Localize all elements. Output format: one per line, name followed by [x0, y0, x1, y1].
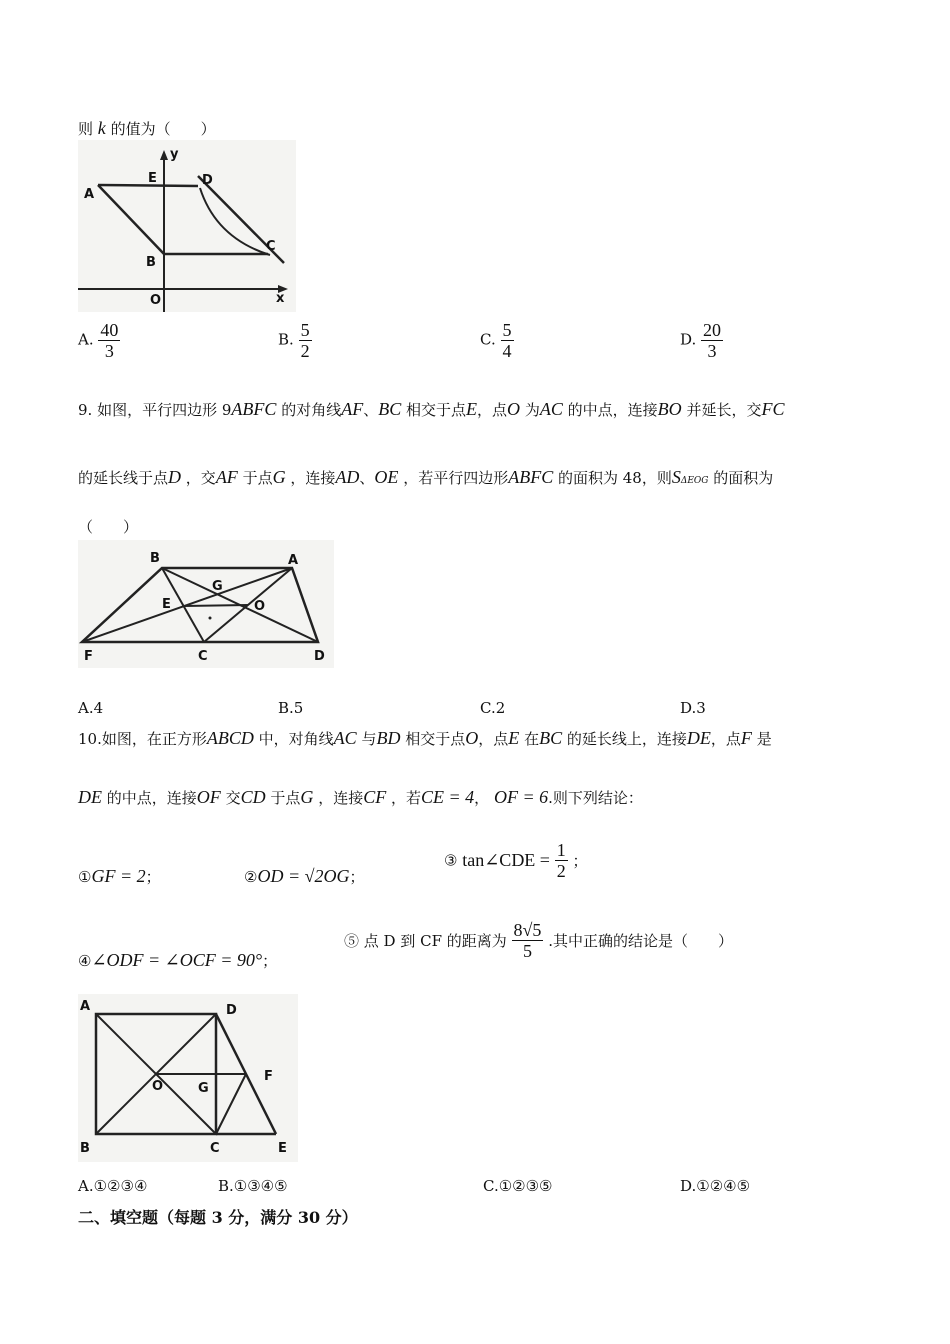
q10-c3-num: 1: [556, 840, 566, 860]
q10-l1-k: 在: [524, 730, 540, 748]
q10-l1-g: 相交于点: [405, 730, 466, 748]
q10-l1-m: 的延长线上，连接: [566, 730, 687, 748]
q10-l1-j: E: [508, 728, 520, 748]
q9-l1-i: ，点: [477, 401, 508, 419]
q10-label-A: A: [80, 999, 91, 1014]
q10-c2-end: ；: [349, 868, 365, 886]
q10-l2-h: ，连接: [318, 789, 364, 807]
q10-l1-a: 10.如图，在正方形: [78, 730, 207, 748]
q8-y-arrow: [160, 150, 168, 160]
q10-c1-expr: GF = 2: [91, 866, 146, 886]
q10-l2-g: G: [300, 787, 314, 807]
q9-label-G: G: [212, 579, 223, 594]
q10-conclusion-3: [444, 840, 588, 881]
q9-answer-bracket: （ ）: [78, 518, 139, 536]
q10-c2-mark: ②: [244, 868, 258, 886]
q8-stem-prefix: 则: [78, 120, 94, 138]
q9-l2-e: 于点: [242, 469, 273, 487]
q10-l2-e: CD: [240, 787, 266, 807]
q10-c4-expr: ∠ODF = ∠OCF = 90°: [91, 950, 263, 970]
q10-l2-f: 于点: [270, 789, 301, 807]
q9-label-E: E: [162, 597, 171, 612]
q9-l2-n: S: [671, 467, 681, 487]
q9-l2-d: AF: [215, 467, 238, 487]
q8-option-a-label: A.: [78, 330, 94, 349]
q10-l2-n: .则下列结论：: [548, 789, 643, 807]
q9-l2-m: 的面积为 48，则: [558, 469, 672, 487]
q9-l2-c: ，交: [185, 469, 216, 487]
q10-c3-fraction: [555, 840, 568, 881]
q10-l1-p: F: [740, 728, 752, 748]
q10-diagram: [78, 994, 298, 1162]
q9-l2-g: ，连接: [290, 469, 336, 487]
q9-option-b[interactable]: B.5: [278, 699, 304, 717]
q9-label-A: A: [288, 553, 299, 568]
q8-label-D: D: [202, 173, 213, 188]
q9-l1-d: AF: [341, 399, 364, 419]
section-heading-fill-in: 二、填空题（每题 3 分，满分 30 分）: [78, 1208, 358, 1227]
q8-option-a-fraction: [98, 320, 120, 361]
q9-l1-g: 相交于点: [406, 401, 467, 419]
q9-diagram: [78, 540, 334, 668]
q10-c1-mark: ①: [78, 868, 92, 886]
q10-label-C: C: [210, 1141, 220, 1156]
q8-option-c[interactable]: [480, 320, 514, 361]
q10-l1-c: 中，对角线: [258, 730, 334, 748]
q8-label-O: O: [150, 293, 162, 308]
q9-l1-h: E: [466, 399, 478, 419]
q9-l1-l: AC: [539, 399, 563, 419]
q10-l2-c: OF: [196, 787, 221, 807]
q8-label-A: A: [84, 187, 95, 202]
q9-l2-h: AD: [335, 467, 360, 487]
q10-l1-i: ，点: [478, 730, 509, 748]
q10-c5-den: 5: [522, 941, 532, 961]
q9-l1-j: O: [507, 399, 521, 419]
q10-l2-d: 交: [225, 789, 241, 807]
q9-l1-k: 为: [524, 401, 540, 419]
q8-option-c-num: 5: [502, 320, 512, 340]
q9-l1-a: 9. 如图，平行四边形 9: [78, 401, 232, 419]
q9-l2-o: 的面积为: [713, 469, 774, 487]
q10-label-F: F: [264, 1069, 273, 1084]
q9-label-D: D: [314, 649, 325, 664]
q9-l2-l: ABFC: [508, 467, 554, 487]
q10-option-c[interactable]: C.①②③⑤: [483, 1177, 553, 1195]
q10-label-B: B: [80, 1141, 90, 1156]
q9-l2-f: G: [272, 467, 286, 487]
q9-l2-b: D: [168, 467, 182, 487]
q10-c5-text: ⑤ 点 D 到 CF 的距离为: [344, 932, 507, 950]
q10-option-a[interactable]: A.①②③④: [78, 1177, 148, 1195]
q10-line-CF: [216, 1074, 246, 1134]
q10-figure: [78, 994, 298, 1162]
q8-label-B: B: [146, 255, 156, 270]
q8-option-b-num: 5: [300, 320, 310, 340]
q8-graph: [78, 140, 296, 312]
q10-c5-tail: .其中正确的结论是（ ）: [548, 932, 733, 950]
q8-option-b-label: B.: [278, 330, 294, 349]
q8-hyperbola: [200, 188, 270, 255]
q10-conclusion-2: [244, 866, 365, 887]
q9-figure: [78, 540, 334, 668]
q9-dot: [209, 617, 212, 620]
q9-l2-a: 的延长线于点: [78, 469, 169, 487]
q10-l2-a: DE: [78, 787, 102, 807]
q10-l2-i: CF: [363, 787, 387, 807]
q10-conclusion-5: [344, 920, 733, 961]
q8-stem: [78, 118, 216, 139]
q9-label-O: O: [254, 599, 266, 614]
q9-option-a[interactable]: A.4: [78, 699, 104, 717]
q8-option-c-fraction: [501, 320, 514, 361]
q9-l2-i: 、: [359, 469, 375, 487]
q9-l1-f: BC: [378, 399, 402, 419]
q9-line-2: [78, 467, 773, 488]
q8-option-d[interactable]: [680, 320, 723, 361]
q10-c4-mark: ④: [78, 952, 92, 970]
q10-l2-m: OF = 6: [493, 787, 549, 807]
q8-option-b[interactable]: [278, 320, 312, 361]
q10-c4-end: ；: [262, 952, 278, 970]
q9-line-EO: [184, 605, 248, 606]
q9-l1-b: ABFC: [231, 399, 277, 419]
q10-l1-l: BC: [539, 728, 563, 748]
q10-c5-fraction: [512, 920, 544, 961]
q8-label-y: y: [170, 147, 179, 162]
q8-stem-suffix: 的值为（ ）: [110, 120, 216, 138]
q9-l1-p: FC: [761, 399, 785, 419]
q9-l2-k: ，若平行四边形: [403, 469, 509, 487]
q10-label-E: E: [278, 1141, 287, 1156]
q10-conclusion-1: [78, 866, 161, 887]
q8-option-c-den: 4: [502, 341, 512, 361]
q8-option-a-den: 3: [104, 341, 114, 361]
q9-l1-n: BO: [657, 399, 682, 419]
q10-l1-f: BD: [376, 728, 401, 748]
q8-option-c-label: C.: [480, 330, 496, 349]
q9-label-C: C: [198, 649, 208, 664]
q9-label-F: F: [84, 649, 93, 664]
q8-label-x: x: [276, 291, 285, 306]
q9-l1-m: 的中点，连接: [567, 401, 658, 419]
q10-l1-q: 是: [756, 730, 772, 748]
q10-c1-end: ；: [145, 868, 161, 886]
q10-label-O: O: [152, 1079, 164, 1094]
q10-option-b[interactable]: B.①③④⑤: [218, 1177, 288, 1195]
q10-l1-n: DE: [686, 728, 711, 748]
q9-l2-j: OE: [374, 467, 399, 487]
q10-conclusion-4: [78, 950, 277, 971]
q10-c5-num: 8√5: [513, 920, 542, 940]
q9-l1-c: 的对角线: [281, 401, 342, 419]
q10-c3-den: 2: [556, 861, 566, 881]
q9-l1-e: 、: [363, 401, 379, 419]
q8-option-d-label: D.: [680, 330, 697, 349]
q10-c3-expr: tan∠CDE =: [462, 850, 550, 870]
q10-line-1: [78, 728, 772, 749]
q9-option-d[interactable]: D.3: [680, 699, 706, 717]
q9-label-B: B: [150, 551, 160, 566]
q8-line-AB: [98, 185, 164, 254]
q8-option-a-num: 40: [100, 320, 119, 340]
q8-option-b-fraction: [299, 320, 312, 361]
q10-label-D: D: [226, 1003, 237, 1018]
q10-l2-l: ，: [474, 789, 490, 807]
q10-l1-d: AC: [333, 728, 357, 748]
q10-l1-e: 与: [361, 730, 377, 748]
q10-l2-b: 的中点，连接: [106, 789, 197, 807]
q8-stem-var: k: [97, 118, 106, 138]
q10-line-2: [78, 787, 643, 808]
q8-option-b-den: 2: [300, 341, 310, 361]
q9-option-c[interactable]: C.2: [480, 699, 506, 717]
q10-l1-o: ，点: [710, 730, 741, 748]
q8-option-a[interactable]: [78, 320, 120, 361]
q10-l2-k: CE = 4: [421, 787, 475, 807]
q9-l1-o: 并延长，交: [686, 401, 762, 419]
q8-label-E: E: [148, 171, 157, 186]
q10-l1-h: O: [465, 728, 479, 748]
q10-c3-end: ；: [572, 852, 588, 870]
q10-c2-expr: OD = √2OG: [257, 866, 350, 886]
q10-label-G: G: [198, 1081, 209, 1096]
q10-c3-mark: ③: [444, 851, 458, 870]
q8-figure: [78, 140, 296, 312]
q9-l2-sub: ΔEOG: [680, 476, 709, 486]
q8-option-d-num: 20: [703, 320, 722, 340]
q8-label-C: C: [266, 239, 276, 254]
q10-l1-b: ABCD: [206, 728, 254, 748]
q8-option-d-fraction: [701, 320, 723, 361]
q8-option-d-den: 3: [707, 341, 717, 361]
q10-l2-j: ，若: [391, 789, 422, 807]
q10-option-d[interactable]: D.①②④⑤: [680, 1177, 751, 1195]
q9-line-1: [78, 399, 784, 420]
